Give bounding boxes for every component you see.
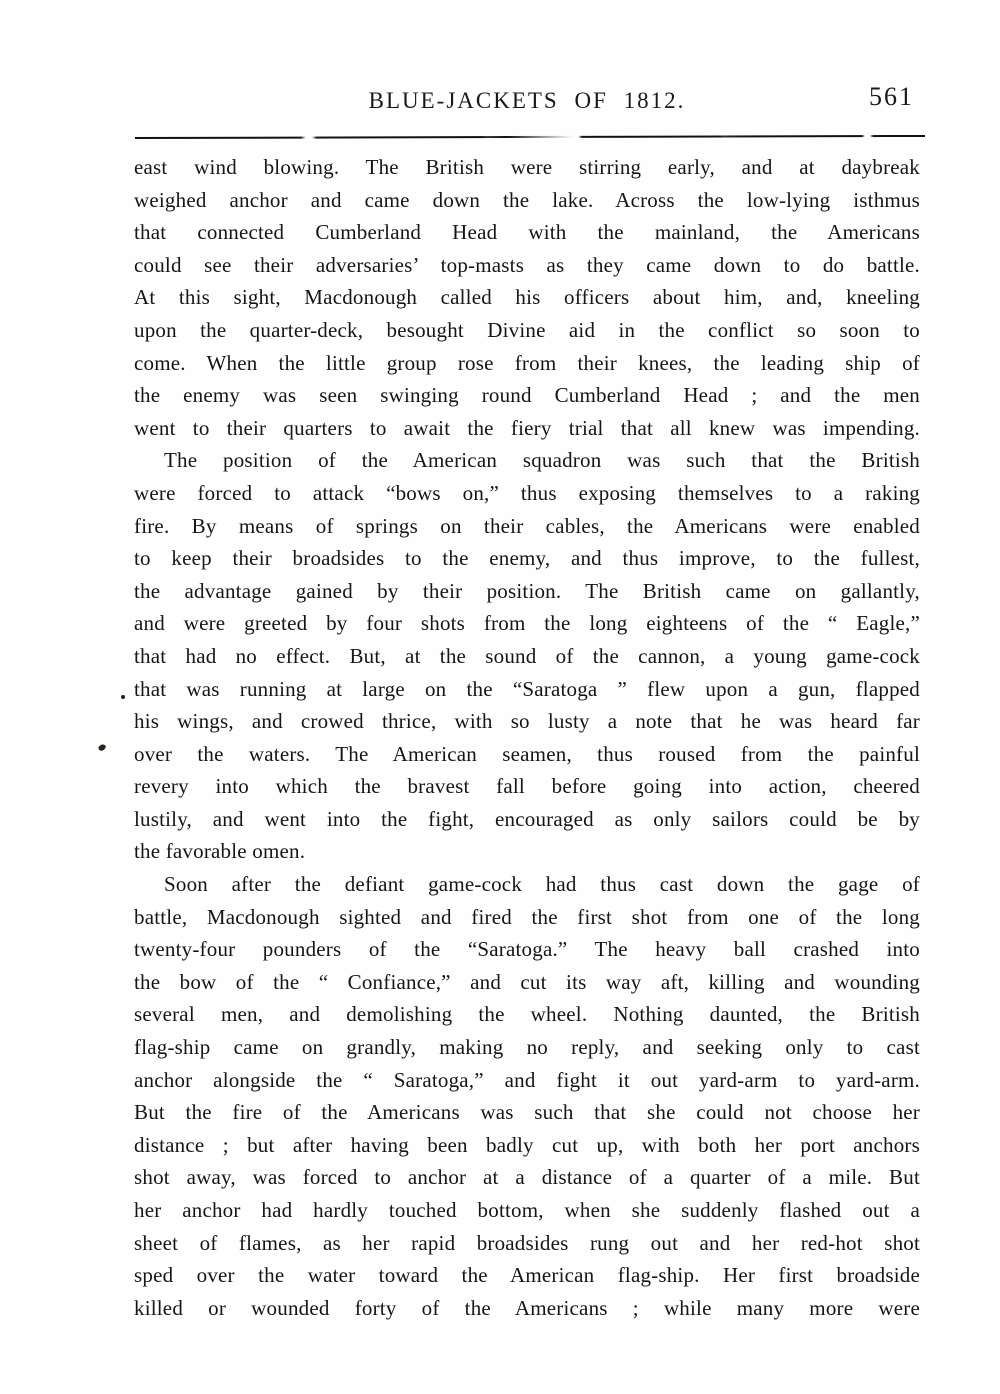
text-line: lustily, and went into the fight, encouraged as only sailors could be by <box>134 806 920 831</box>
text-line: her anchor had hardly touched bottom, when she suddenly flashed out a <box>134 1198 920 1222</box>
text-line: twenty-four pounders of the “Saratoga.” The heavy ball crashed into <box>134 937 920 962</box>
text-line: the favorable omen. <box>134 839 306 864</box>
text-line: to keep their broadsides to the enemy, and thus improve, to the fullest, <box>134 546 920 571</box>
text-line: and were greeted by four shots from the long eighteens of the “ Eagle,” <box>134 611 920 636</box>
text-line: went to their quarters to await the fiery trial that all knew was impending. <box>134 415 920 440</box>
text-line: several men, and demolishing the wheel. Nothing daunted, the British <box>134 1002 920 1027</box>
text-line: east wind blowing. The British were stirring early, and at daybreak <box>134 155 920 179</box>
text-line: that connected Cumberland Head with the mainland, the Americans <box>134 220 920 245</box>
text-line: But the fire of the Americans was such that she could not choose her <box>134 1100 920 1125</box>
text-line: anchor alongside the “ Saratoga,” and fight it out yard-arm to yard-arm. <box>134 1067 920 1092</box>
text-line: sped over the water toward the American flag-ship. Her first broadside <box>134 1263 920 1288</box>
scan-speck-icon <box>121 695 125 699</box>
text-line: battle, Macdonough sighted and fired the first shot from one of the long <box>134 904 920 929</box>
text-line: flag-ship came on grandly, making no reply, and seeking only to cast <box>134 1035 920 1060</box>
text-line: could see their adversaries’ top-masts as they came down to do battle. <box>134 252 920 277</box>
text-line: killed or wounded forty of the Americans ; while many more were <box>134 1295 920 1320</box>
text-line: fire. By means of springs on their cables, the Americans were enabled <box>134 513 920 538</box>
text-line: Soon after the defiant game-cock had thus cast down the gage of <box>164 872 920 897</box>
text-line: that had no effect. But, at the sound of the cannon, a young game-cock <box>134 643 920 668</box>
text-line: sheet of flames, as her rapid broadsides rung out and her red-hot shot <box>134 1230 920 1255</box>
page-body <box>134 151 920 1324</box>
text-line: were forced to attack “bows on,” thus exposing themselves to a raking <box>134 480 920 505</box>
text-line: The position of the American squadron was such that the British <box>164 448 920 473</box>
text-line: come. When the little group rose from their knees, the leading ship of <box>134 350 920 375</box>
running-head-title: BLUE-JACKETS OF 1812. <box>368 88 686 113</box>
header-rule <box>135 134 925 139</box>
text-line: that was running at large on the “Saratoga ” flew upon a gun, flapped <box>134 676 920 701</box>
text-line: his wings, and crowed thrice, with so lusty a note that he was heard far <box>134 709 920 734</box>
text-line: distance ; but after having been badly cut up, with both her port anchors <box>134 1132 920 1157</box>
text-line: At this sight, Macdonough called his officers about him, and, kneeling <box>134 285 920 310</box>
text-line: weighed anchor and came down the lake. Across the low-lying isthmus <box>134 187 920 212</box>
text-line: upon the quarter-deck, besought Divine aid in the conflict so soon to <box>134 317 920 342</box>
page-header <box>134 82 920 122</box>
text-line: the advantage gained by their position. The British came on gallantly, <box>134 578 920 603</box>
page-number: 561 <box>869 82 914 111</box>
text-line: the enemy was seen swinging round Cumberland Head ; and the men <box>134 383 920 408</box>
text-line: the bow of the “ Confiance,” and cut its way aft, killing and wounding <box>134 969 920 994</box>
text-line: revery into which the bravest fall before going into action, cheered <box>134 774 920 799</box>
text-line: over the waters. The American seamen, thus roused from the painful <box>134 741 920 766</box>
text-line: shot away, was forced to anchor at a distance of a quarter of a mile. But <box>134 1165 920 1190</box>
scan-speck-icon <box>98 743 107 752</box>
